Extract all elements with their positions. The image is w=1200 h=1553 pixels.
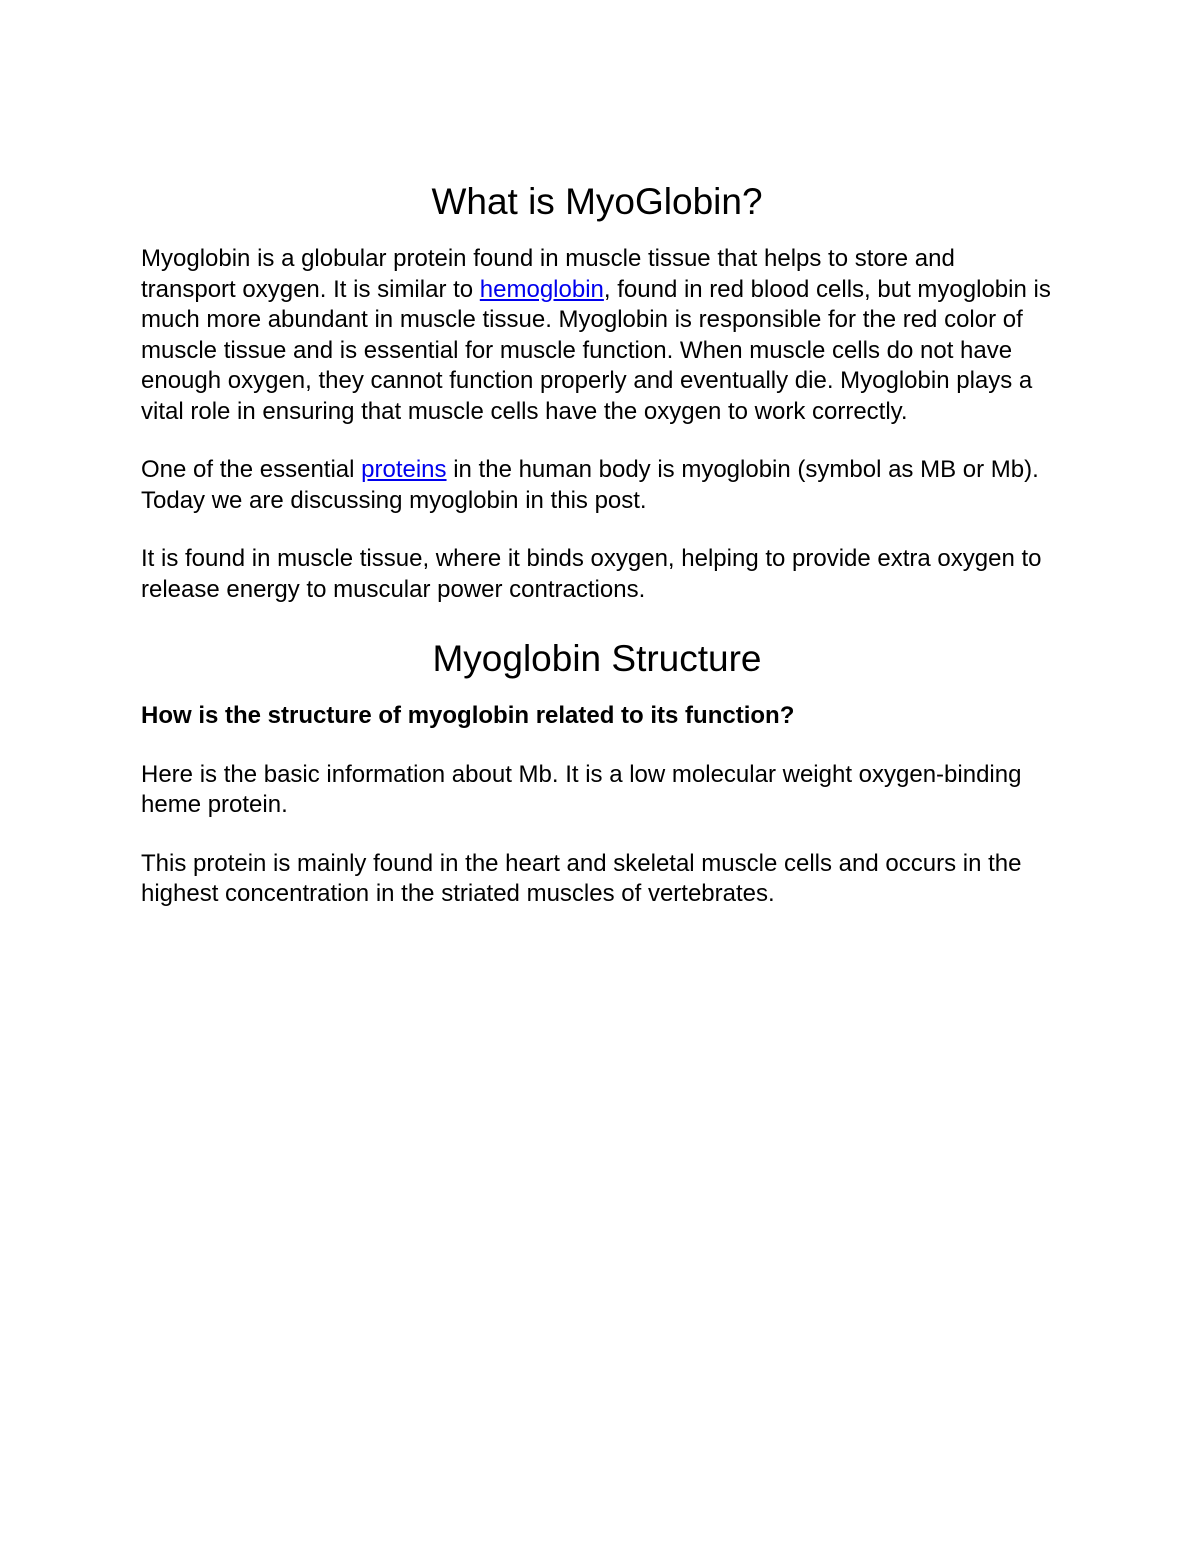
muscle-tissue-paragraph: It is found in muscle tissue, where it binds oxygen, helping to provide extra oxygen to release energy to muscular power contractions.: [141, 545, 1042, 603]
proteins-text-start: One of the essential: [141, 456, 362, 483]
proteins-text-end: in the human body is myoglobin (symbol as MB or Mb). Today we are discussing myoglobin in this post.: [141, 456, 1039, 514]
section-title: Myoglobin Structure: [432, 638, 762, 679]
intro-text-start: Myoglobin is a globular protein found in muscle tissue that helps to store and transport oxygen. It is similar to: [141, 245, 955, 303]
intro-paragraph: [141, 244, 1053, 427]
proteins-link[interactable]: proteins: [361, 456, 447, 483]
page-title: What is MyoGlobin?: [431, 181, 763, 222]
basic-info-paragraph: Here is the basic information about Mb. It is a low molecular weight oxygen-binding heme protein.: [141, 760, 1022, 818]
document-page: [141, 178, 1053, 910]
proteins-paragraph: [141, 455, 1053, 516]
location-paragraph: This protein is mainly found in the heart and skeletal muscle cells and occurs in the highest concentration in the striated muscles of vertebrates.: [141, 849, 1022, 907]
section-question: How is the structure of myoglobin related to its function?: [141, 702, 795, 729]
intro-text-end: , found in red blood cells, but myoglobin is much more abundant in muscle tissue. Myoglobin is responsible for the red color of muscle tissue and is essential for muscle function. When muscle cells do not have enough oxygen, they cannot function properly and eventually die. Myoglobin plays a vital role in ensuring that muscle cells have the oxygen to work correctly.: [141, 275, 1051, 425]
hemoglobin-link[interactable]: hemoglobin: [479, 275, 604, 303]
